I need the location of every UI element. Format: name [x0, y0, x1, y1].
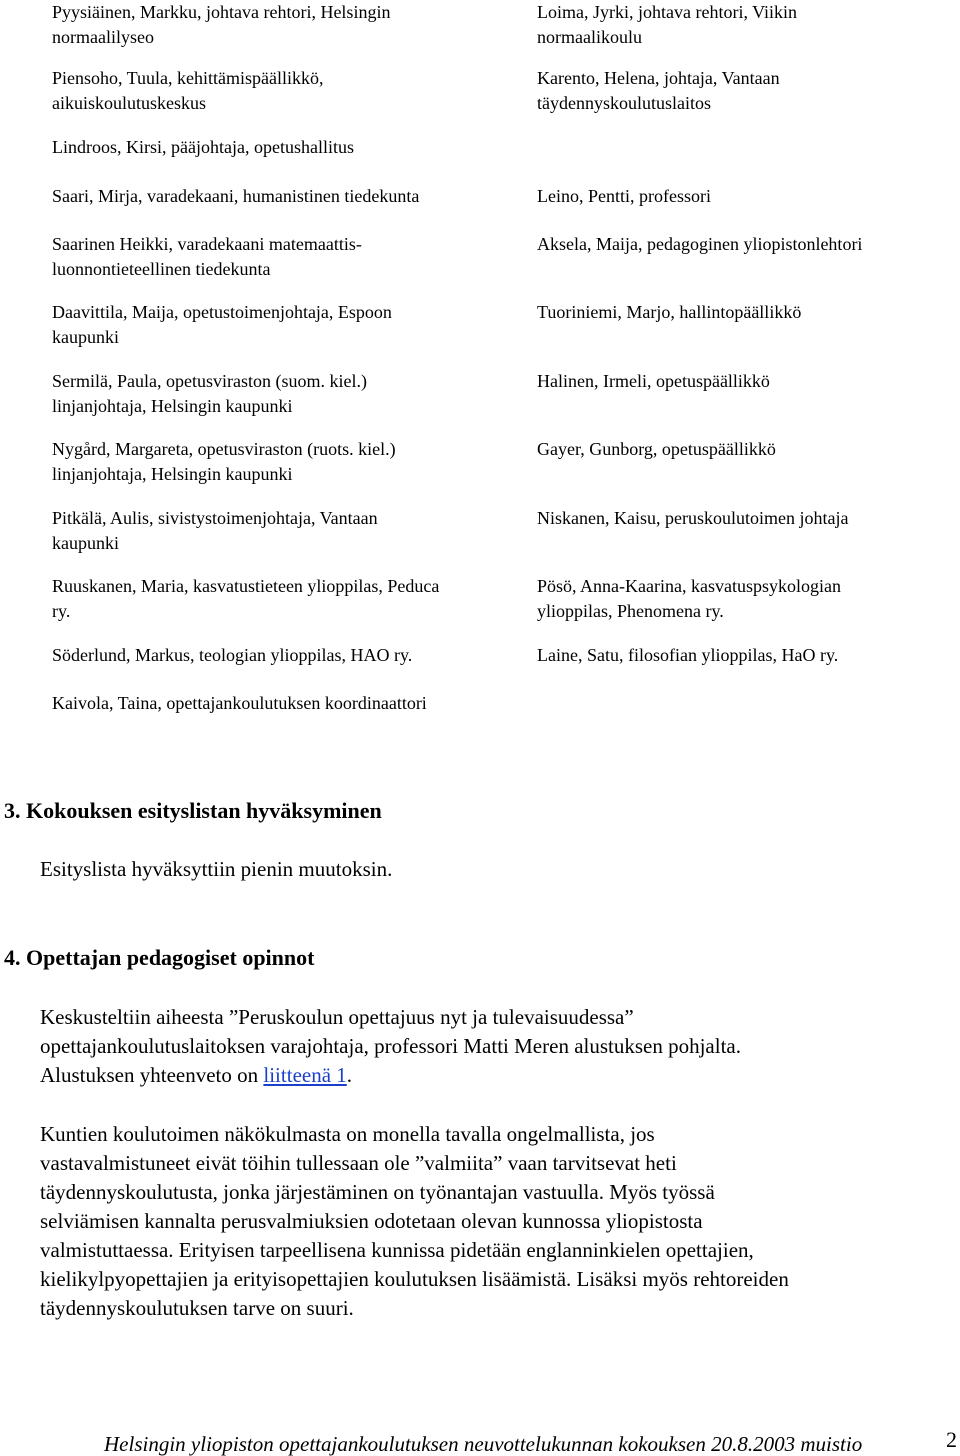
attendee-entry: Halinen, Irmeli, opetuspäällikkö	[537, 371, 770, 391]
attendee-entry: Saarinen Heikki, varadekaani matemaattis- luonnontieteellinen tiedekunta	[52, 234, 362, 279]
page-footer: Helsingin yliopiston opettajankoulutuksen neuvottelukunnan kokouksen 20.8.2003 muistio	[104, 1432, 863, 1456]
section-3-heading: 3. Kokouksen esityslistan hyväksyminen	[4, 798, 382, 823]
attendee-entry: Pyysiäinen, Markku, johtava rehtori, Helsingin normaalilyseo	[52, 2, 391, 47]
attendee-entry: Söderlund, Markus, teologian ylioppilas, HAO ry.	[52, 645, 413, 665]
attendee-entry: Aksela, Maija, pedagoginen yliopistonlehtori	[537, 234, 863, 254]
attendee-entry: Pösö, Anna-Kaarina, kasvatuspsykologian ylioppilas, Phenomena ry.	[537, 576, 841, 621]
attendee-entry: Karento, Helena, johtaja, Vantaan täydennyskoulutuslaitos	[537, 68, 780, 113]
attendee-entry: Tuoriniemi, Marjo, hallintopäällikkö	[537, 302, 802, 322]
section-4-paragraph-1: Keskusteltiin aiheesta ”Peruskoulun opettajuus nyt ja tulevaisuudessa” opettajankoulutuslaitoksen varajohtaja, professori Matti Meren alustuksen pohjalta. Alustuksen yhteenveto on liitteenä 1.	[40, 1005, 741, 1087]
attendee-entry: Nygård, Margareta, opetusviraston (ruots. kiel.) linjanjohtaja, Helsingin kaupunki	[52, 439, 396, 484]
attendee-entry: Loima, Jyrki, johtava rehtori, Viikin normaalikoulu	[537, 2, 798, 47]
attendee-entry: Piensoho, Tuula, kehittämispäällikkö, aikuiskoulutuskeskus	[52, 68, 324, 113]
attendee-entry: Ruuskanen, Maria, kasvatustieteen ylioppilas, Peduca ry.	[52, 576, 440, 621]
attendee-entry: Gayer, Gunborg, opetuspäällikkö	[537, 439, 776, 459]
attendee-entry: Pitkälä, Aulis, sivistystoimenjohtaja, Vantaan kaupunki	[52, 508, 378, 553]
attendee-entry: Niskanen, Kaisu, peruskoulutoimen johtaja	[537, 508, 849, 528]
attendee-entry: Kaivola, Taina, opettajankoulutuksen koordinaattori	[52, 693, 427, 713]
attendee-entry: Daavittila, Maija, opetustoimenjohtaja, Espoon kaupunki	[52, 302, 392, 347]
attendee-entry: Sermilä, Paula, opetusviraston (suom. kiel.) linjanjohtaja, Helsingin kaupunki	[52, 371, 367, 416]
section-4-paragraph-2: Kuntien koulutoimen näkökulmasta on monella tavalla ongelmallista, jos vastavalmistuneet eivät töihin tullessaan ole ”valmiita” vaan tarvitsevat heti täydennyskoulutusta, jonka järjestäminen on työnantajan vastuulla. Myös työssä selviämisen kannalta perusvalmiuksien odotetaan olevan kunnossa yliopistosta valmistuttaessa. Erityisen tarpeellisena kunnissa pidetään englanninkielen opettajien, kielikylpyopettajien ja erityisopettajien koulutuksen lisäämistä. Lisäksi myös rehtoreiden täydennyskoulutuksen tarve on suuri.	[40, 1122, 789, 1320]
attendee-entry: Laine, Satu, filosofian ylioppilas, HaO ry.	[537, 645, 839, 665]
attendee-entry: Lindroos, Kirsi, pääjohtaja, opetushallitus	[52, 137, 354, 157]
page-number: 2	[946, 1427, 957, 1452]
attendee-entry: Saari, Mirja, varadekaani, humanistinen tiedekunta	[52, 186, 420, 206]
section-4-heading: 4. Opettajan pedagogiset opinnot	[4, 945, 315, 970]
section-3-text: Esityslista hyväksyttiin pienin muutoksin.	[40, 857, 393, 881]
attachment-1-link[interactable]: liitteenä 1	[263, 1063, 347, 1087]
attendee-entry: Leino, Pentti, professori	[537, 186, 711, 206]
